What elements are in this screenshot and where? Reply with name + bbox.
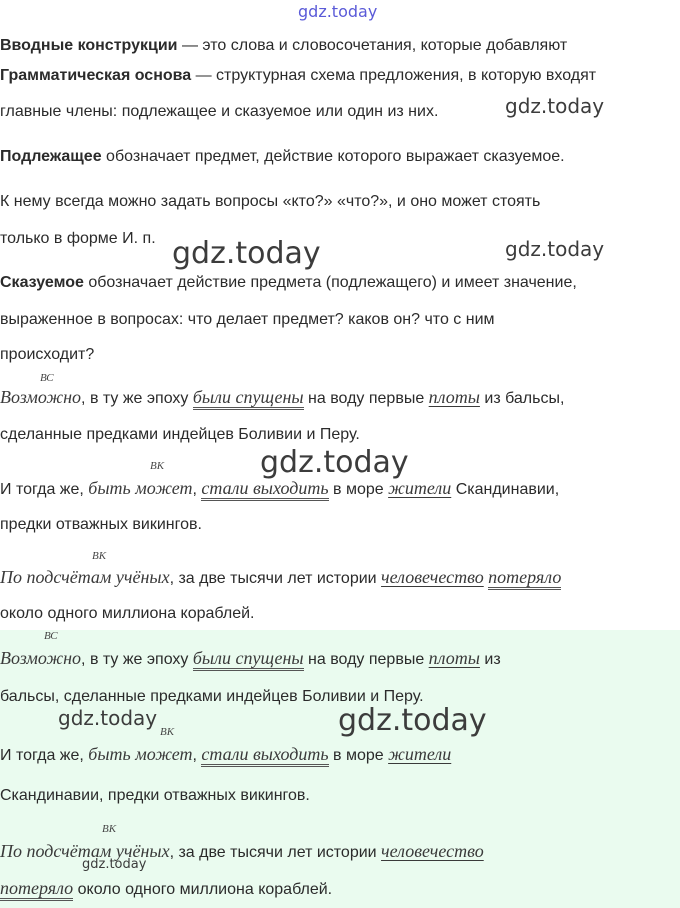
watermark: gdz.today [260, 445, 409, 480]
label-vk: ВК [160, 726, 175, 738]
label-vk: ВК [92, 550, 107, 562]
text-fragment: Скандинавии, [451, 481, 560, 498]
text-fragment: И тогда же, [0, 747, 89, 764]
definition-subject-line2: К нему всегда можно задать вопросы «кто?» «что?», и оно может стоять [0, 193, 541, 210]
watermark: gdz.today [82, 857, 147, 872]
subject: плоты [428, 387, 480, 407]
intro-word: быть может [88, 744, 193, 764]
predicate: стали выходить [201, 744, 328, 767]
answer-line-4: Скандинавии, предки отважных викингов. [0, 787, 310, 804]
predicate: были спущены [193, 387, 304, 410]
sentence-1 [0, 387, 564, 409]
sentence-3 [0, 567, 561, 589]
sentence-1-line2: сделанные предками индейцев Боливии и Перу. [0, 426, 360, 443]
intro-word: Возможно [0, 648, 82, 668]
label-vk: ВК [102, 823, 117, 835]
predicate: стали выходить [201, 478, 328, 501]
subject: человечество [381, 841, 484, 861]
watermark: gdz.today [172, 236, 321, 271]
text-fragment: из [479, 651, 501, 668]
term-intro: Вводные конструкции [0, 37, 178, 54]
intro-word: Возможно [0, 387, 82, 407]
predicate: потеряло [488, 567, 561, 590]
sentence-2 [0, 478, 559, 500]
text-fragment: И тогда же, [0, 481, 89, 498]
intro-word: быть может [88, 478, 193, 498]
definition-subject-line3: только в форме И. п. [0, 230, 156, 247]
text-fragment: , в ту же эпоху [81, 651, 193, 668]
answer-line-5 [0, 841, 484, 863]
predicate: были спущены [193, 648, 304, 671]
subject: жители [388, 478, 452, 498]
text-fragment: , в ту же эпоху [81, 390, 193, 407]
answer-line-3 [0, 744, 451, 766]
definition-predicate [0, 273, 577, 293]
definition-intro-text: — это слова и словосочетания, которые добавляют [177, 37, 568, 54]
predicate: потеряло [0, 878, 73, 901]
definition-grammar-line2: главные члены: подлежащее и сказуемое или один из них. [0, 103, 439, 120]
subject: плоты [428, 648, 480, 668]
term-grammar: Грамматическая основа [0, 67, 192, 84]
text-fragment: в море [328, 747, 389, 764]
intro-word: По подсчётам учёных [0, 841, 170, 861]
sentence-3-line2: около одного миллиона кораблей. [0, 605, 255, 622]
label-vs: ВС [44, 630, 58, 642]
watermark: gdz.today [505, 237, 605, 261]
subject: человечество [381, 567, 484, 587]
text-fragment: , [192, 747, 202, 764]
text-fragment: на воду первые [303, 651, 429, 668]
text-fragment: около одного миллиона кораблей. [73, 881, 333, 898]
definition-intro [0, 36, 567, 56]
watermark: gdz.today [505, 94, 605, 118]
definition-subject [0, 147, 565, 167]
intro-word: По подсчётам учёных [0, 567, 170, 587]
watermark: gdz.today [58, 706, 158, 730]
text-fragment: на воду первые [303, 390, 429, 407]
definition-predicate-text: обозначает действие предмета (подлежащего) и имеет значение, [83, 274, 577, 291]
answer-line-1 [0, 648, 501, 670]
term-predicate: Сказуемое [0, 274, 84, 291]
definition-subject-text: обозначает предмет, действие которого выражает сказуемое. [101, 148, 565, 165]
text-fragment: , за две тысячи лет истории [169, 570, 382, 587]
answer-line-2: бальсы, сделанные предками индейцев Боливии и Перу. [0, 688, 424, 705]
watermark: gdz.today [338, 703, 487, 738]
definition-predicate-line2: выраженное в вопросах: что делает предмет? каков он? что с ним [0, 311, 495, 328]
label-vk: ВК [150, 460, 165, 472]
text-fragment: , за две тысячи лет истории [169, 844, 382, 861]
definition-predicate-line3: происходит? [0, 346, 95, 363]
text-fragment: , [192, 481, 202, 498]
definition-grammar [0, 66, 596, 86]
watermark-top: gdz.today [298, 2, 378, 21]
text-fragment: в море [328, 481, 389, 498]
term-subject: Подлежащее [0, 148, 102, 165]
text-fragment: из бальсы, [479, 390, 565, 407]
label-vs: ВС [40, 372, 54, 384]
answer-line-6 [0, 878, 332, 900]
sentence-2-line2: предки отважных викингов. [0, 516, 202, 533]
definition-grammar-text: — структурная схема предложения, в которую входят [191, 67, 597, 84]
subject: жители [388, 744, 452, 764]
